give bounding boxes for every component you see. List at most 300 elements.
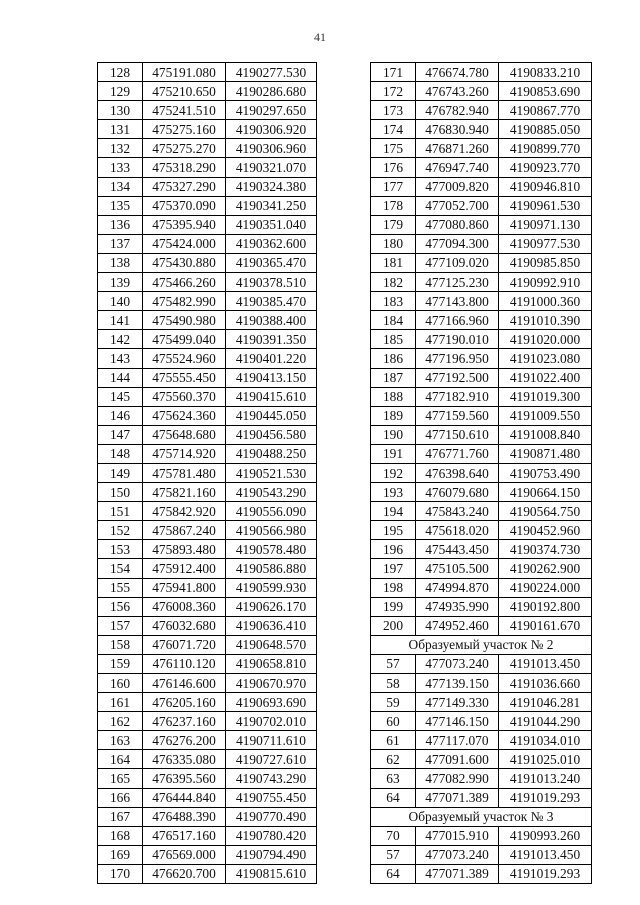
y-coordinate-cell: 4190362.600	[226, 234, 317, 253]
point-number-cell: 188	[371, 387, 416, 406]
table-row	[371, 234, 592, 253]
y-coordinate-cell: 4190578.480	[226, 540, 317, 559]
x-coordinate-cell: 476110.120	[143, 654, 226, 673]
x-coordinate-cell: 476782.940	[416, 101, 499, 120]
table-row	[371, 253, 592, 272]
x-coordinate-cell: 475275.270	[143, 139, 226, 158]
coordinates-table-right-body	[371, 63, 592, 884]
x-coordinate-cell: 477073.240	[416, 654, 499, 673]
x-coordinate-cell: 475781.480	[143, 463, 226, 482]
point-number-cell: 70	[371, 826, 416, 845]
y-coordinate-cell: 4191009.550	[499, 406, 592, 425]
point-number-cell: 191	[371, 444, 416, 463]
point-number-cell: 138	[98, 253, 143, 272]
y-coordinate-cell: 4190702.010	[226, 712, 317, 731]
section-title: Образуемый участок № 2	[371, 635, 592, 654]
x-coordinate-cell: 477166.960	[416, 311, 499, 330]
table-row	[98, 674, 317, 693]
x-coordinate-cell: 477009.820	[416, 177, 499, 196]
point-number-cell: 178	[371, 196, 416, 215]
x-coordinate-cell: 476008.360	[143, 597, 226, 616]
x-coordinate-cell: 474952.460	[416, 616, 499, 635]
x-coordinate-cell: 476071.720	[143, 635, 226, 654]
table-row	[371, 387, 592, 406]
table-row	[98, 406, 317, 425]
x-coordinate-cell: 475318.290	[143, 158, 226, 177]
x-coordinate-cell: 476335.080	[143, 750, 226, 769]
table-row	[371, 483, 592, 502]
point-number-cell: 151	[98, 502, 143, 521]
y-coordinate-cell: 4191025.010	[499, 750, 592, 769]
y-coordinate-cell: 4190971.130	[499, 215, 592, 234]
x-coordinate-cell: 475912.400	[143, 559, 226, 578]
point-number-cell: 154	[98, 559, 143, 578]
table-row	[98, 559, 317, 578]
table-row	[371, 826, 592, 845]
y-coordinate-cell: 4190306.960	[226, 139, 317, 158]
point-number-cell: 195	[371, 521, 416, 540]
table-row	[98, 292, 317, 311]
point-number-cell: 193	[371, 483, 416, 502]
y-coordinate-cell: 4190286.680	[226, 82, 317, 101]
y-coordinate-cell: 4191019.293	[499, 864, 592, 883]
y-coordinate-cell: 4191013.240	[499, 769, 592, 788]
x-coordinate-cell: 476205.160	[143, 693, 226, 712]
x-coordinate-cell: 475370.090	[143, 196, 226, 215]
x-coordinate-cell: 477143.800	[416, 292, 499, 311]
point-number-cell: 187	[371, 368, 416, 387]
section-header-row	[371, 807, 592, 826]
table-row	[98, 215, 317, 234]
table-row	[98, 273, 317, 292]
point-number-cell: 164	[98, 750, 143, 769]
point-number-cell: 161	[98, 693, 143, 712]
point-number-cell: 162	[98, 712, 143, 731]
table-row	[371, 196, 592, 215]
y-coordinate-cell: 4190626.170	[226, 597, 317, 616]
y-coordinate-cell: 4190899.770	[499, 139, 592, 158]
point-number-cell: 144	[98, 368, 143, 387]
table-row	[98, 158, 317, 177]
x-coordinate-cell: 475842.920	[143, 502, 226, 521]
x-coordinate-cell: 477071.389	[416, 788, 499, 807]
table-row	[98, 253, 317, 272]
table-row	[98, 616, 317, 635]
point-number-cell: 180	[371, 234, 416, 253]
y-coordinate-cell: 4190923.770	[499, 158, 592, 177]
x-coordinate-cell: 476517.160	[143, 826, 226, 845]
page-number: 41	[314, 30, 326, 44]
y-coordinate-cell: 4190297.650	[226, 101, 317, 120]
point-number-cell: 132	[98, 139, 143, 158]
x-coordinate-cell: 475624.360	[143, 406, 226, 425]
table-row	[98, 578, 317, 597]
x-coordinate-cell: 477159.560	[416, 406, 499, 425]
table-row	[98, 635, 317, 654]
table-row	[98, 826, 317, 845]
x-coordinate-cell: 475275.160	[143, 120, 226, 139]
point-number-cell: 179	[371, 215, 416, 234]
point-number-cell: 153	[98, 540, 143, 559]
table-row	[371, 616, 592, 635]
table-row	[371, 273, 592, 292]
x-coordinate-cell: 475210.650	[143, 82, 226, 101]
x-coordinate-cell: 476947.740	[416, 158, 499, 177]
point-number-cell: 197	[371, 559, 416, 578]
section-title: Образуемый участок № 3	[371, 807, 592, 826]
y-coordinate-cell: 4191046.281	[499, 693, 592, 712]
x-coordinate-cell: 477071.389	[416, 864, 499, 883]
point-number-cell: 196	[371, 540, 416, 559]
y-coordinate-cell: 4190388.400	[226, 311, 317, 330]
table-row	[98, 425, 317, 444]
y-coordinate-cell: 4191019.300	[499, 387, 592, 406]
x-coordinate-cell: 476079.680	[416, 483, 499, 502]
point-number-cell: 192	[371, 463, 416, 482]
section-header-row	[371, 635, 592, 654]
y-coordinate-cell: 4190693.690	[226, 693, 317, 712]
point-number-cell: 64	[371, 864, 416, 883]
table-row	[371, 502, 592, 521]
x-coordinate-cell: 475327.290	[143, 177, 226, 196]
y-coordinate-cell: 4190445.050	[226, 406, 317, 425]
x-coordinate-cell: 477149.330	[416, 693, 499, 712]
point-number-cell: 137	[98, 234, 143, 253]
table-row	[98, 864, 317, 883]
point-number-cell: 139	[98, 273, 143, 292]
y-coordinate-cell: 4191013.450	[499, 654, 592, 673]
y-coordinate-cell: 4190961.530	[499, 196, 592, 215]
x-coordinate-cell: 477015.910	[416, 826, 499, 845]
y-coordinate-cell: 4191008.840	[499, 425, 592, 444]
y-coordinate-cell: 4191020.000	[499, 330, 592, 349]
point-number-cell: 134	[98, 177, 143, 196]
y-coordinate-cell: 4190521.530	[226, 463, 317, 482]
y-coordinate-cell: 4190374.730	[499, 540, 592, 559]
point-number-cell: 60	[371, 712, 416, 731]
y-coordinate-cell: 4190586.880	[226, 559, 317, 578]
table-row	[98, 788, 317, 807]
x-coordinate-cell: 477192.500	[416, 368, 499, 387]
point-number-cell: 140	[98, 292, 143, 311]
point-number-cell: 146	[98, 406, 143, 425]
y-coordinate-cell: 4190753.490	[499, 463, 592, 482]
x-coordinate-cell: 477117.070	[416, 731, 499, 750]
coordinates-table-right	[370, 62, 592, 884]
point-number-cell: 130	[98, 101, 143, 120]
x-coordinate-cell: 476620.700	[143, 864, 226, 883]
x-coordinate-cell: 476830.940	[416, 120, 499, 139]
table-row	[98, 750, 317, 769]
x-coordinate-cell: 475941.800	[143, 578, 226, 597]
table-row	[98, 120, 317, 139]
table-row	[371, 463, 592, 482]
x-coordinate-cell: 475648.680	[143, 425, 226, 444]
table-row	[98, 712, 317, 731]
point-number-cell: 131	[98, 120, 143, 139]
table-row	[371, 215, 592, 234]
x-coordinate-cell: 475821.160	[143, 483, 226, 502]
table-row	[98, 330, 317, 349]
table-row	[98, 521, 317, 540]
y-coordinate-cell: 4190391.350	[226, 330, 317, 349]
point-number-cell: 150	[98, 483, 143, 502]
table-row	[371, 654, 592, 673]
point-number-cell: 157	[98, 616, 143, 635]
table-row	[98, 101, 317, 120]
point-number-cell: 143	[98, 349, 143, 368]
y-coordinate-cell: 4190564.750	[499, 502, 592, 521]
y-coordinate-cell: 4190161.670	[499, 616, 592, 635]
table-row	[371, 769, 592, 788]
point-number-cell: 129	[98, 82, 143, 101]
table-row	[371, 158, 592, 177]
point-number-cell: 175	[371, 139, 416, 158]
table-row	[371, 712, 592, 731]
x-coordinate-cell: 476871.260	[416, 139, 499, 158]
point-number-cell: 156	[98, 597, 143, 616]
table-row	[98, 463, 317, 482]
point-number-cell: 61	[371, 731, 416, 750]
y-coordinate-cell: 4190985.850	[499, 253, 592, 272]
y-coordinate-cell: 4190794.490	[226, 845, 317, 864]
x-coordinate-cell: 475524.960	[143, 349, 226, 368]
table-row	[371, 731, 592, 750]
x-coordinate-cell: 476569.000	[143, 845, 226, 864]
table-row	[98, 502, 317, 521]
x-coordinate-cell: 477190.010	[416, 330, 499, 349]
table-row	[371, 63, 592, 82]
table-row	[371, 292, 592, 311]
table-row	[98, 177, 317, 196]
table-row	[371, 864, 592, 883]
x-coordinate-cell: 477196.950	[416, 349, 499, 368]
y-coordinate-cell: 4190224.000	[499, 578, 592, 597]
x-coordinate-cell: 477052.700	[416, 196, 499, 215]
point-number-cell: 170	[98, 864, 143, 883]
y-coordinate-cell: 4191034.010	[499, 731, 592, 750]
x-coordinate-cell: 477182.910	[416, 387, 499, 406]
point-number-cell: 190	[371, 425, 416, 444]
y-coordinate-cell: 4190833.210	[499, 63, 592, 82]
table-row	[371, 120, 592, 139]
point-number-cell: 58	[371, 674, 416, 693]
table-row	[371, 444, 592, 463]
y-coordinate-cell: 4190378.510	[226, 273, 317, 292]
y-coordinate-cell: 4191036.660	[499, 674, 592, 693]
x-coordinate-cell: 475395.940	[143, 215, 226, 234]
point-number-cell: 149	[98, 463, 143, 482]
y-coordinate-cell: 4190853.690	[499, 82, 592, 101]
point-number-cell: 199	[371, 597, 416, 616]
x-coordinate-cell: 476771.760	[416, 444, 499, 463]
y-coordinate-cell: 4190977.530	[499, 234, 592, 253]
x-coordinate-cell: 475241.510	[143, 101, 226, 120]
y-coordinate-cell: 4190452.960	[499, 521, 592, 540]
y-coordinate-cell: 4191013.450	[499, 845, 592, 864]
x-coordinate-cell: 477073.240	[416, 845, 499, 864]
table-row	[371, 177, 592, 196]
x-coordinate-cell: 475499.040	[143, 330, 226, 349]
y-coordinate-cell: 4190306.920	[226, 120, 317, 139]
point-number-cell: 155	[98, 578, 143, 597]
x-coordinate-cell: 477082.990	[416, 769, 499, 788]
table-row	[371, 330, 592, 349]
x-coordinate-cell: 475191.080	[143, 63, 226, 82]
y-coordinate-cell: 4191044.290	[499, 712, 592, 731]
table-row	[98, 234, 317, 253]
point-number-cell: 185	[371, 330, 416, 349]
x-coordinate-cell: 476032.680	[143, 616, 226, 635]
table-row	[98, 196, 317, 215]
table-row	[98, 63, 317, 82]
y-coordinate-cell: 4190413.150	[226, 368, 317, 387]
table-row	[98, 444, 317, 463]
table-row	[371, 750, 592, 769]
table-row	[371, 349, 592, 368]
table-row	[98, 483, 317, 502]
point-number-cell: 57	[371, 845, 416, 864]
x-coordinate-cell: 476146.600	[143, 674, 226, 693]
y-coordinate-cell: 4190658.810	[226, 654, 317, 673]
x-coordinate-cell: 475555.450	[143, 368, 226, 387]
y-coordinate-cell: 4190867.770	[499, 101, 592, 120]
table-row	[98, 311, 317, 330]
y-coordinate-cell: 4190636.410	[226, 616, 317, 635]
x-coordinate-cell: 475482.990	[143, 292, 226, 311]
point-number-cell: 177	[371, 177, 416, 196]
coordinates-table-left-body	[98, 63, 317, 884]
point-number-cell: 163	[98, 731, 143, 750]
x-coordinate-cell: 475105.500	[416, 559, 499, 578]
point-number-cell: 182	[371, 273, 416, 292]
table-row	[98, 845, 317, 864]
table-row	[98, 769, 317, 788]
y-coordinate-cell: 4190755.450	[226, 788, 317, 807]
point-number-cell: 174	[371, 120, 416, 139]
y-coordinate-cell: 4190192.800	[499, 597, 592, 616]
y-coordinate-cell: 4190488.250	[226, 444, 317, 463]
y-coordinate-cell: 4190566.980	[226, 521, 317, 540]
point-number-cell: 128	[98, 63, 143, 82]
x-coordinate-cell: 476395.560	[143, 769, 226, 788]
y-coordinate-cell: 4190780.420	[226, 826, 317, 845]
y-coordinate-cell: 4190385.470	[226, 292, 317, 311]
y-coordinate-cell: 4190871.480	[499, 444, 592, 463]
point-number-cell: 181	[371, 253, 416, 272]
table-row	[98, 387, 317, 406]
y-coordinate-cell: 4190648.570	[226, 635, 317, 654]
point-number-cell: 141	[98, 311, 143, 330]
point-number-cell: 198	[371, 578, 416, 597]
point-number-cell: 169	[98, 845, 143, 864]
table-row	[98, 597, 317, 616]
x-coordinate-cell: 475466.260	[143, 273, 226, 292]
table-row	[98, 540, 317, 559]
table-row	[98, 368, 317, 387]
x-coordinate-cell: 474935.990	[416, 597, 499, 616]
y-coordinate-cell: 4190365.470	[226, 253, 317, 272]
x-coordinate-cell: 476444.840	[143, 788, 226, 807]
point-number-cell: 63	[371, 769, 416, 788]
y-coordinate-cell: 4190670.970	[226, 674, 317, 693]
table-row	[98, 731, 317, 750]
y-coordinate-cell: 4190262.900	[499, 559, 592, 578]
point-number-cell: 159	[98, 654, 143, 673]
table-row	[98, 693, 317, 712]
y-coordinate-cell: 4190743.290	[226, 769, 317, 788]
point-number-cell: 184	[371, 311, 416, 330]
y-coordinate-cell: 4190543.290	[226, 483, 317, 502]
point-number-cell: 183	[371, 292, 416, 311]
table-row	[371, 597, 592, 616]
point-number-cell: 160	[98, 674, 143, 693]
y-coordinate-cell: 4191023.080	[499, 349, 592, 368]
y-coordinate-cell: 4190341.250	[226, 196, 317, 215]
y-coordinate-cell: 4190993.260	[499, 826, 592, 845]
point-number-cell: 171	[371, 63, 416, 82]
point-number-cell: 167	[98, 807, 143, 826]
point-number-cell: 136	[98, 215, 143, 234]
table-row	[98, 349, 317, 368]
x-coordinate-cell: 474994.870	[416, 578, 499, 597]
table-row	[98, 139, 317, 158]
x-coordinate-cell: 475618.020	[416, 521, 499, 540]
x-coordinate-cell: 475443.450	[416, 540, 499, 559]
point-number-cell: 158	[98, 635, 143, 654]
y-coordinate-cell: 4190946.810	[499, 177, 592, 196]
x-coordinate-cell: 475430.880	[143, 253, 226, 272]
x-coordinate-cell: 476237.160	[143, 712, 226, 731]
point-number-cell: 145	[98, 387, 143, 406]
x-coordinate-cell: 476743.260	[416, 82, 499, 101]
point-number-cell: 148	[98, 444, 143, 463]
table-row	[98, 82, 317, 101]
point-number-cell: 176	[371, 158, 416, 177]
point-number-cell: 186	[371, 349, 416, 368]
y-coordinate-cell: 4191000.360	[499, 292, 592, 311]
point-number-cell: 152	[98, 521, 143, 540]
point-number-cell: 59	[371, 693, 416, 712]
point-number-cell: 57	[371, 654, 416, 673]
x-coordinate-cell: 475714.920	[143, 444, 226, 463]
y-coordinate-cell: 4190711.610	[226, 731, 317, 750]
y-coordinate-cell: 4190992.910	[499, 273, 592, 292]
table-row	[371, 139, 592, 158]
x-coordinate-cell: 477109.020	[416, 253, 499, 272]
x-coordinate-cell: 475843.240	[416, 502, 499, 521]
x-coordinate-cell: 475893.480	[143, 540, 226, 559]
x-coordinate-cell: 477125.230	[416, 273, 499, 292]
point-number-cell: 133	[98, 158, 143, 177]
table-row	[98, 654, 317, 673]
y-coordinate-cell: 4190456.580	[226, 425, 317, 444]
x-coordinate-cell: 477091.600	[416, 750, 499, 769]
y-coordinate-cell: 4190324.380	[226, 177, 317, 196]
x-coordinate-cell: 477080.860	[416, 215, 499, 234]
table-row	[371, 101, 592, 120]
x-coordinate-cell: 476398.640	[416, 463, 499, 482]
y-coordinate-cell: 4191019.293	[499, 788, 592, 807]
table-row	[371, 693, 592, 712]
y-coordinate-cell: 4190770.490	[226, 807, 317, 826]
table-row	[371, 311, 592, 330]
table-row	[371, 406, 592, 425]
y-coordinate-cell: 4190885.050	[499, 120, 592, 139]
table-row	[371, 674, 592, 693]
table-row	[371, 368, 592, 387]
x-coordinate-cell: 476674.780	[416, 63, 499, 82]
